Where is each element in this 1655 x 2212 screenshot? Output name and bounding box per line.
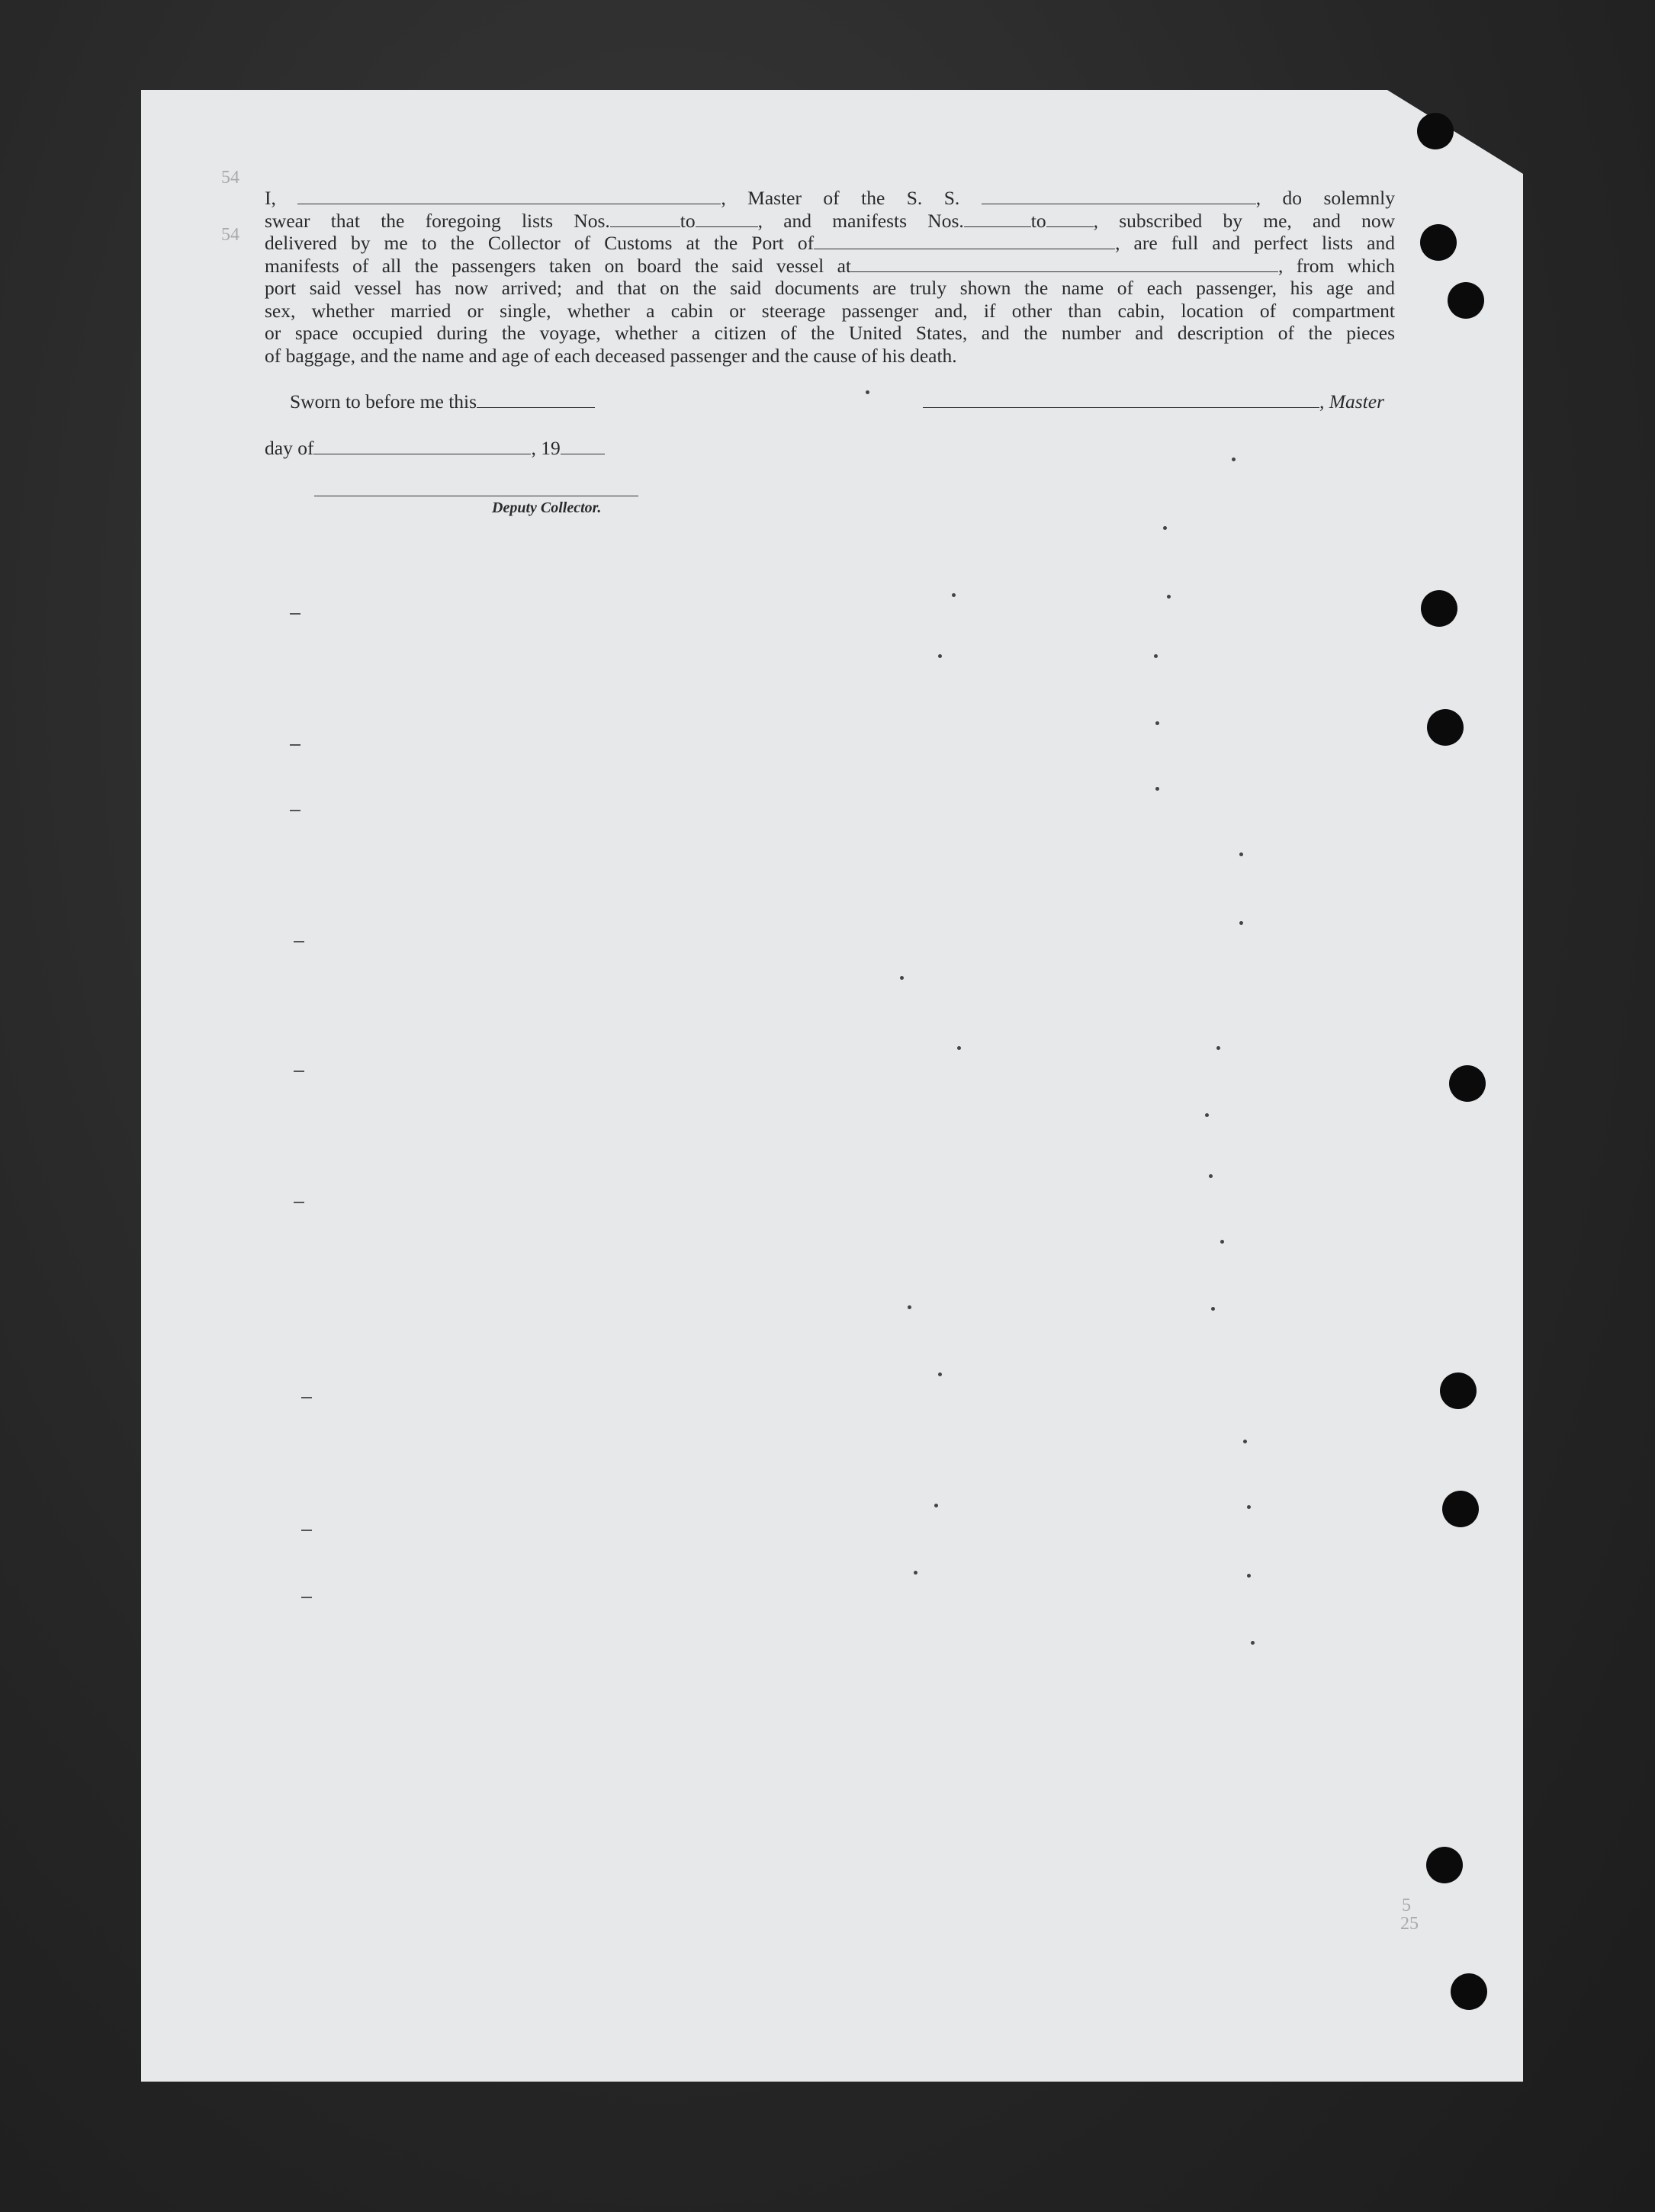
punch-hole bbox=[1427, 709, 1464, 746]
stray-mark bbox=[1251, 1641, 1255, 1645]
margin-dash bbox=[294, 941, 304, 942]
deputy-collector-label: Deputy Collector. bbox=[492, 499, 602, 516]
stray-mark bbox=[938, 654, 942, 658]
oath-line-7: or space occupied during the voyage, whether a citizen of the United States, and the number and description of the pieces bbox=[265, 322, 1395, 344]
stray-mark bbox=[1163, 526, 1167, 530]
document-page bbox=[141, 90, 1523, 2082]
punch-hole bbox=[1451, 1973, 1487, 2010]
oath-line-2: swear that the foregoing lists Nos. to , and manifests Nos. to , subscribed by me, and now bbox=[265, 209, 1396, 232]
oath-line-3: delivered by me to the Collector of Customs at the Port of , are full and perfect lists and bbox=[265, 232, 1395, 254]
stray-mark bbox=[1239, 921, 1243, 925]
stray-mark bbox=[1211, 1307, 1215, 1311]
margin-dash bbox=[294, 1202, 304, 1203]
corner-number: 25 bbox=[1400, 1914, 1419, 1934]
punch-hole bbox=[1420, 224, 1457, 261]
punch-hole bbox=[1417, 113, 1454, 149]
oath-paragraph bbox=[265, 187, 1395, 367]
margin-dash bbox=[294, 1071, 304, 1072]
corner-number: 5 bbox=[1402, 1896, 1411, 1915]
stray-mark bbox=[914, 1571, 917, 1575]
margin-number: 54 bbox=[221, 168, 239, 188]
margin-dash bbox=[301, 1397, 312, 1398]
stray-mark bbox=[1167, 595, 1171, 599]
stray-mark bbox=[1155, 787, 1159, 791]
stray-mark bbox=[900, 976, 904, 980]
punch-hole bbox=[1440, 1372, 1477, 1409]
punch-hole bbox=[1426, 1847, 1463, 1883]
stray-mark bbox=[1154, 654, 1158, 658]
oath-line-1: I, , Master of the S. S. , do solemnly bbox=[265, 187, 1396, 209]
stray-mark bbox=[938, 1372, 942, 1376]
stray-mark bbox=[1247, 1574, 1251, 1578]
margin-dash bbox=[301, 1597, 312, 1598]
stray-mark bbox=[1209, 1174, 1213, 1178]
stray-mark bbox=[866, 390, 869, 394]
oath-line-6: sex, whether married or single, whether a cabin or steerage passenger and, if other than cabin, location of compartment bbox=[265, 299, 1395, 322]
margin-number: 54 bbox=[221, 225, 239, 245]
stray-mark bbox=[1155, 721, 1159, 725]
stray-mark bbox=[1243, 1440, 1247, 1443]
oath-line-5: port said vessel has now arrived; and that on the said documents are truly shown the name of each passenger, his age and bbox=[265, 277, 1395, 299]
margin-dash bbox=[301, 1530, 312, 1531]
stray-mark bbox=[957, 1046, 961, 1050]
margin-dash bbox=[290, 613, 300, 615]
stray-mark bbox=[1232, 457, 1236, 461]
oath-line-8: of baggage, and the name and age of each deceased passenger and the cause of his death. bbox=[265, 344, 957, 367]
margin-dash bbox=[290, 810, 300, 811]
punch-hole bbox=[1421, 590, 1457, 627]
stray-mark bbox=[934, 1504, 938, 1507]
stray-mark bbox=[952, 593, 956, 597]
stray-mark bbox=[1205, 1113, 1209, 1117]
day-of-line: day of , 19 bbox=[265, 437, 605, 460]
master-signature-line: , Master bbox=[923, 390, 1384, 413]
stray-mark bbox=[1247, 1505, 1251, 1509]
stray-mark bbox=[1220, 1240, 1224, 1244]
stray-mark bbox=[1239, 852, 1243, 856]
stray-mark bbox=[908, 1305, 911, 1309]
punch-hole bbox=[1442, 1491, 1479, 1527]
punch-hole bbox=[1449, 1065, 1486, 1102]
sworn-label: Sworn to before me this bbox=[290, 390, 595, 413]
margin-dash bbox=[290, 744, 300, 746]
stray-mark bbox=[1216, 1046, 1220, 1050]
oath-line-4: manifests of all the passengers taken on board the said vessel at , from which bbox=[265, 254, 1396, 277]
punch-hole bbox=[1448, 282, 1484, 319]
